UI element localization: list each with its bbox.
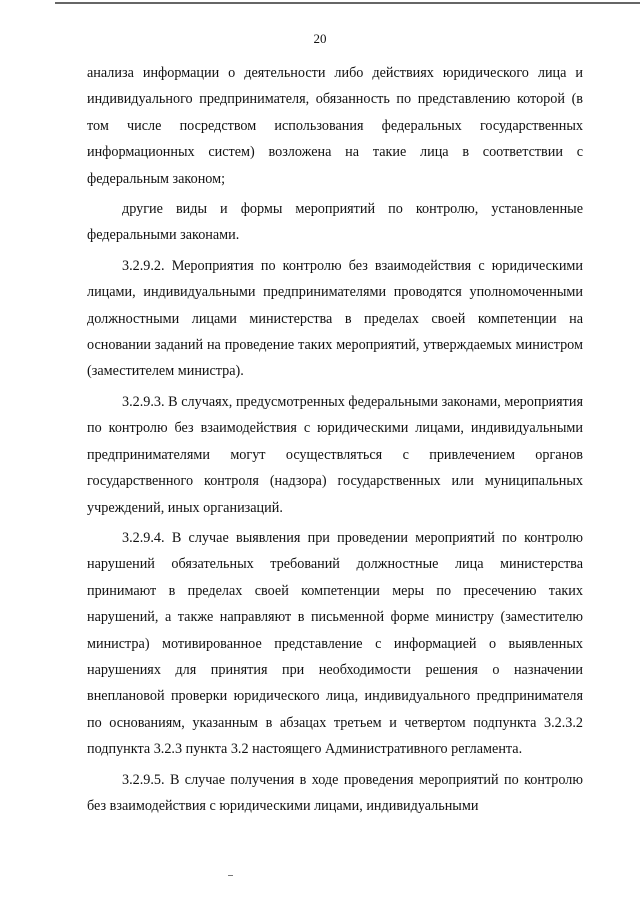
scan-speck (228, 875, 233, 876)
top-rule (55, 2, 640, 4)
paragraph-3-2-9-5: 3.2.9.5. В случае получения в ходе проведения мероприятий по контролю без взаимодействия с юридическими лицами, индивидуальными (87, 771, 583, 814)
paragraph-3-2-9-2: 3.2.9.2. Мероприятия по контролю без взаимодействия с юридическими лицами, индивидуальными предпринимателями проводятся уполномоченными должностными лицами министерства в пределах своей компетенции на основании заданий на проведение таких мероприятий, утверждаемых министром (заместителем министра). (87, 257, 583, 380)
page-number: 20 (313, 31, 327, 46)
paragraph-other-forms: другие виды и формы мероприятий по контролю, установленные федеральными законами. (87, 201, 583, 244)
paragraph-3-2-9-3: 3.2.9.3. В случаях, предусмотренных федеральными законами, мероприятия по контролю без взаимодействия с юридическими лицами, индивидуальными предпринимателями могут осуществляться с привлечением органов государственного контроля (надзора) государственных или муниципальных учреждений, иных организаций. (87, 393, 583, 516)
paragraph-analysis-continuation: анализа информации о деятельности либо действиях юридического лица и индивидуального предпринимателя, обязанность по представлению которой (в том числе посредством использования федеральных государственных информационных систем) возложена на такие лица в соответствии с федеральным законом; (87, 65, 583, 187)
paragraph-3-2-9-4: 3.2.9.4. В случае выявления при проведении мероприятий по контролю нарушений обязательных требований должностные лица министерства принимают в пределах своей компетенции меры по пресечению таких нарушений, а также направляют в письменной форме министру (заместителю министра) мотивированное представление с информацией о выявленных нарушениях для принятия при необходимости решения о назначении внеплановой проверки юридического лица, индивидуального предпринимателя по основаниям, указанным в абзацах третьем и четвертом подпункта 3.2.3.2 подпункта 3.2.3 пункта 3.2 настоящего Административного регламента. (87, 529, 583, 758)
body-text (87, 60, 583, 819)
